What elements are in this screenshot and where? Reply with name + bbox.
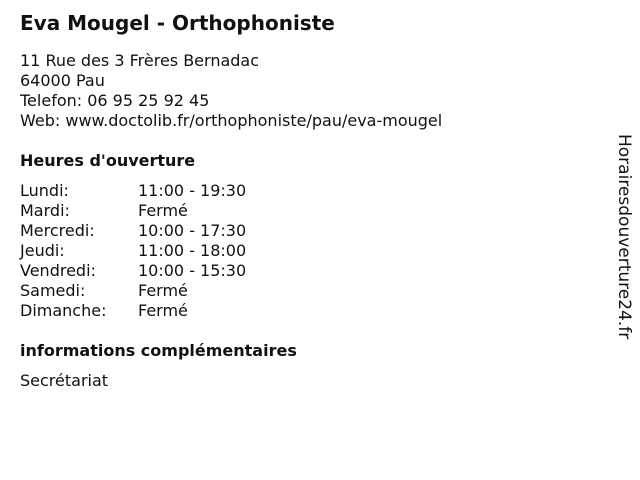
address-line-1: 11 Rue des 3 Frères Bernadac — [20, 51, 260, 70]
hours-time: 10:00 - 15:30 — [138, 261, 247, 280]
hours-row-sunday — [20, 301, 600, 321]
hours-time: 11:00 - 18:00 — [138, 241, 247, 260]
address-line-2: 64000 Pau — [20, 71, 105, 90]
business-name: Eva Mougel - Orthophoniste — [20, 11, 335, 35]
hours-row-thursday — [20, 241, 600, 261]
hours-time: 10:00 - 17:30 — [138, 221, 247, 240]
hours-row-friday — [20, 261, 600, 281]
hours-row-tuesday — [20, 201, 600, 221]
hours-time: 11:00 - 19:30 — [138, 181, 247, 200]
hours-row-monday — [20, 181, 600, 201]
hours-day: Dimanche: — [20, 301, 107, 320]
additional-info-text: Secrétariat — [20, 371, 109, 390]
hours-day: Mercredi: — [20, 221, 95, 240]
opening-hours-table — [20, 181, 600, 321]
opening-hours-heading: Heures d'ouverture — [20, 151, 196, 170]
hours-row-saturday — [20, 281, 600, 301]
phone-line: Telefon: 06 95 25 92 45 — [20, 91, 210, 110]
business-card — [20, 10, 600, 391]
hours-time: Fermé — [138, 301, 188, 320]
site-watermark: Horairesdouverture24.fr — [614, 134, 634, 340]
hours-day: Mardi: — [20, 201, 70, 220]
hours-time: Fermé — [138, 281, 188, 300]
hours-day: Lundi: — [20, 181, 69, 200]
hours-time: Fermé — [138, 201, 188, 220]
hours-day: Samedi: — [20, 281, 86, 300]
hours-day: Vendredi: — [20, 261, 96, 280]
hours-row-wednesday — [20, 221, 600, 241]
additional-info-heading: informations complémentaires — [20, 341, 297, 360]
website-line: Web: www.doctolib.fr/orthophoniste/pau/eva-mougel — [20, 111, 443, 130]
hours-day: Jeudi: — [20, 241, 65, 260]
